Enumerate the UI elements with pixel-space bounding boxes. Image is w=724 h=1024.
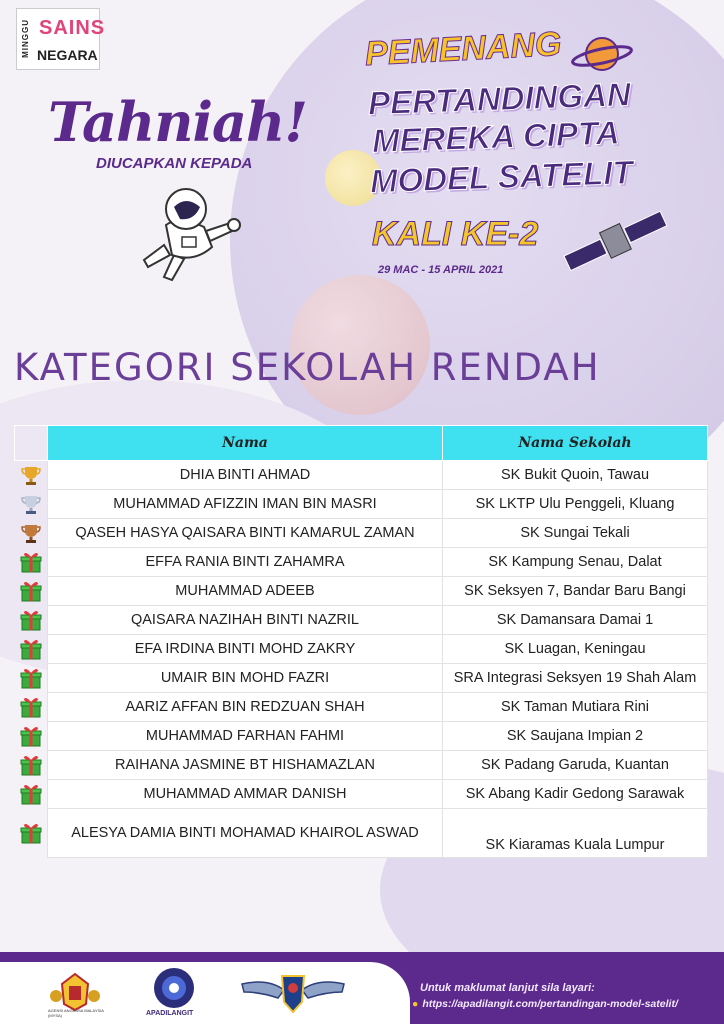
- greeting-subheading: DIUCAPKAN KEPADA: [96, 155, 253, 172]
- gift-icon: [15, 606, 48, 635]
- school-name: SRA Integrasi Seksyen 19 Shah Alam: [443, 664, 708, 693]
- school-name: SK Sungai Tekali: [443, 519, 708, 548]
- winner-name: EFFA RANIA BINTI ZAHAMRA: [48, 548, 443, 577]
- minggu-sains-negara-logo: [16, 8, 106, 70]
- column-header-name: Nama: [48, 426, 443, 461]
- gift-icon: [15, 635, 48, 664]
- winner-name: DHIA BINTI AHMAD: [48, 461, 443, 490]
- gift-icon: [15, 722, 48, 751]
- column-header-school: Nama Sekolah: [443, 426, 708, 461]
- school-name: SK Padang Garuda, Kuantan: [443, 751, 708, 780]
- bullet-icon: ●: [412, 998, 419, 1010]
- table-row: [15, 722, 708, 751]
- winner-name: RAIHANA JASMINE BT HISHAMAZLAN: [48, 751, 443, 780]
- satellite-icon: [560, 195, 670, 285]
- gift-icon: [15, 664, 48, 693]
- table-row: [15, 635, 708, 664]
- title-winner: PEMENANG: [364, 24, 563, 74]
- info-url-link[interactable]: https://apadilangit.com/pertandingan-model-satelit/: [422, 998, 678, 1010]
- school-name: SK LKTP Ulu Penggeli, Kluang: [443, 490, 708, 519]
- apadilangit-logo-icon: [152, 966, 196, 1010]
- title-line-1: PERTANDINGAN: [367, 75, 632, 122]
- edition-label: KALI KE-2: [372, 215, 539, 253]
- astronaut-icon: [134, 185, 244, 285]
- table-header-row: [15, 426, 708, 461]
- school-name: SK Saujana Impian 2: [443, 722, 708, 751]
- school-name: SK Kiaramas Kuala Lumpur: [443, 809, 708, 858]
- logo-text-small: MINGGU: [21, 19, 30, 58]
- winner-name: MUHAMMAD ADEEB: [48, 577, 443, 606]
- bronze-trophy-icon: [15, 519, 48, 548]
- winner-name: AARIZ AFFAN BIN REDZUAN SHAH: [48, 693, 443, 722]
- gold-trophy-icon: [15, 461, 48, 490]
- winner-name: MUHAMMAD FARHAN FAHMI: [48, 722, 443, 751]
- school-name: SK Kampung Senau, Dalat: [443, 548, 708, 577]
- winner-name: QAISARA NAZIHAH BINTI NAZRIL: [48, 606, 443, 635]
- planet-decoration: [290, 275, 430, 415]
- table-row: [15, 548, 708, 577]
- title-line-2: MEREKA CIPTA: [371, 113, 621, 160]
- table-row: [15, 751, 708, 780]
- school-name: SK Abang Kadir Gedong Sarawak: [443, 780, 708, 809]
- gift-icon: [15, 751, 48, 780]
- gift-icon: [15, 577, 48, 606]
- info-link-line: [412, 998, 678, 1010]
- table-row: [15, 490, 708, 519]
- school-name: SK Taman Mutiara Rini: [443, 693, 708, 722]
- winner-name: QASEH HASYA QAISARA BINTI KAMARUL ZAMAN: [48, 519, 443, 548]
- table-row: [15, 577, 708, 606]
- logo-text-main: SAINS: [39, 17, 106, 39]
- school-name: SK Seksyen 7, Bandar Baru Bangi: [443, 577, 708, 606]
- school-name: SK Luagan, Keningau: [443, 635, 708, 664]
- table-row: [15, 809, 708, 858]
- gift-icon: [15, 548, 48, 577]
- table-row: [15, 461, 708, 490]
- gift-icon: [15, 780, 48, 809]
- winner-name: MUHAMMAD AMMAR DANISH: [48, 780, 443, 809]
- award-column-header: [15, 426, 48, 461]
- title-line-3: MODEL SATELIT: [369, 153, 634, 200]
- greeting-heading: Tahniah!: [48, 90, 307, 154]
- table-row: [15, 606, 708, 635]
- winner-name: ALESYA DAMIA BINTI MOHAMAD KHAIROL ASWAD: [48, 809, 443, 858]
- table-row: [15, 693, 708, 722]
- udara-wings-logo-icon: [238, 968, 348, 1016]
- more-info-label: Untuk maklumat lanjut sila layari:: [420, 982, 595, 994]
- apadilangit-label: APADILANGIT: [146, 1010, 194, 1017]
- table-row: [15, 780, 708, 809]
- agency-name: AGENSI ANGKASA MALAYSIA (MYSA): [48, 1008, 104, 1018]
- table-row: [15, 519, 708, 548]
- table-row: [15, 664, 708, 693]
- gift-icon: [15, 809, 48, 858]
- school-name: SK Damansara Damai 1: [443, 606, 708, 635]
- winners-table: [14, 425, 708, 858]
- saturn-icon: [570, 30, 634, 78]
- winner-name: UMAIR BIN MOHD FAZRI: [48, 664, 443, 693]
- silver-trophy-icon: [15, 490, 48, 519]
- winner-name: MUHAMMAD AFIZZIN IMAN BIN MASRI: [48, 490, 443, 519]
- school-name: SK Bukit Quoin, Tawau: [443, 461, 708, 490]
- event-dates: 29 MAC - 15 APRIL 2021: [378, 264, 504, 276]
- gift-icon: [15, 693, 48, 722]
- logo-text-sub: NEGARA: [37, 47, 98, 63]
- winner-name: EFA IRDINA BINTI MOHD ZAKRY: [48, 635, 443, 664]
- category-title: KATEGORI SEKOLAH RENDAH: [14, 346, 601, 389]
